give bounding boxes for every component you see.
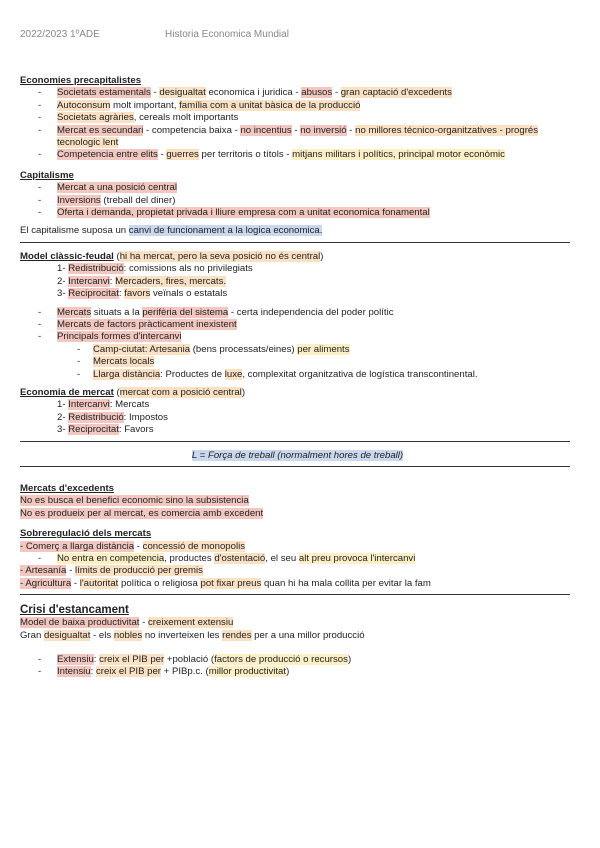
list-item: 2- Redistribució: Impostos <box>57 411 168 423</box>
heading-crisi-estancament: Crisi d'estancament <box>20 604 129 617</box>
divider <box>20 594 570 595</box>
list-item: 1- Intercanvi: Mercats <box>57 399 150 411</box>
list-item: 2- Intercanvi: Mercaders, fires, mercats. <box>57 275 227 287</box>
header-course: 2022/2023 1ºADE <box>20 29 100 40</box>
list-item: 3- Reciprocitat: favors veïnals o estatals <box>57 288 228 300</box>
list-item: - Societats agràries, cereals molt importants <box>20 112 575 124</box>
list-item: - Autoconsum molt important, família com a unitat bàsica de la producció <box>20 100 575 112</box>
list-item: Gran desigualtat - els nobles no inverteixen les rendes per a una millor producció <box>20 629 365 641</box>
list-item: No es produeix per al mercat, es comercia amb excedent <box>20 507 264 519</box>
list-item: 1- Redistribució: comissions als no privilegiats <box>57 263 253 275</box>
list-item: - Competencia entre elits - guerres per territoris o títols - mitjans militars i polítics, principal motor econòmic <box>20 149 575 161</box>
list-item: - Oferta i demanda, propietat privada i lliure empresa com a unitat economica fonamental <box>20 207 575 219</box>
heading-sobreregulacio: Sobreregulació dels mercats <box>20 528 152 540</box>
divider <box>20 441 570 442</box>
divider <box>20 466 570 467</box>
list-item: - Mercats situats a la perifèria del sistema - certa independencia del poder polític <box>20 307 575 319</box>
list-item: - Llarga distància: Productes de luxe, complexitat organitzativa de logística transcontinental. <box>20 369 575 381</box>
list-item: - Comerç a llarga distància - concessió de monopolis <box>20 540 246 552</box>
list-item: No es busca el benefici economic sino la subsistencia <box>20 495 249 507</box>
list-item: - Mercats locals <box>20 356 575 368</box>
list-item: - Principals formes d'intercanvi <box>20 331 575 343</box>
list-item: - Inversions (treball del diner) <box>20 195 575 207</box>
list-item: - Agricultura - l'autoritat política o religiosa pot fixar preus quan hi ha mala collita per evitar la fam <box>20 577 431 589</box>
page-header <box>20 29 289 40</box>
heading-economies-precapitalistes: Economies precapitalistes <box>20 75 142 86</box>
paragraph: El capitalisme suposa un canvi de funcionament a la logica economica. <box>20 225 323 237</box>
heading-mercats-excedents: Mercats d'excedents <box>20 482 114 494</box>
list-item: Model de baixa productivitat - creixement extensiu <box>20 617 234 629</box>
list-item: - Mercats de factors pràcticament inexistent <box>20 319 575 331</box>
notes-body <box>20 73 575 679</box>
formula-line: L = Força de treball (normalment hores de treball) <box>191 449 404 461</box>
heading-model-classic-feudal: Model clàssic-feudal (hi ha mercat, pero la seva posició no és central) <box>20 250 324 262</box>
list-item: - Artesanía - límits de producció per gremis <box>20 565 203 577</box>
heading-capitalisme: Capitalisme <box>20 169 74 181</box>
list-item: - Societats estamentals - desigualtat economica i juridica - abusos - gran captació d'excedents <box>20 87 575 99</box>
header-subject: Historia Economica Mundial <box>165 29 289 40</box>
heading-economia-de-mercat: Economia de mercat (mercat com a posició central) <box>20 386 246 398</box>
list-item: - Camp-ciutat: Artesania (bens processats/eines) per aliments <box>20 344 575 356</box>
list-item: - Mercat es secundari - competencia baixa - no incentius - no inversió - no millores técnico-organitzatives - progrés tecnologic lent <box>20 125 575 150</box>
list-item: 3- Reciprocitat: Favors <box>57 424 154 436</box>
list-item: - No entra en competencia, productes d'ostentació, el seu alt preu provoca l'intercanvi <box>20 553 575 565</box>
list-item: - Extensiu: creix el PIB per +població (factors de producció o recursos) <box>20 654 575 666</box>
divider <box>20 242 570 243</box>
list-item: - Mercat a una posició central <box>20 182 575 194</box>
list-item: - Intensiu: creix el PIB per + PIBp.c. (millor productivitat) <box>20 666 575 678</box>
